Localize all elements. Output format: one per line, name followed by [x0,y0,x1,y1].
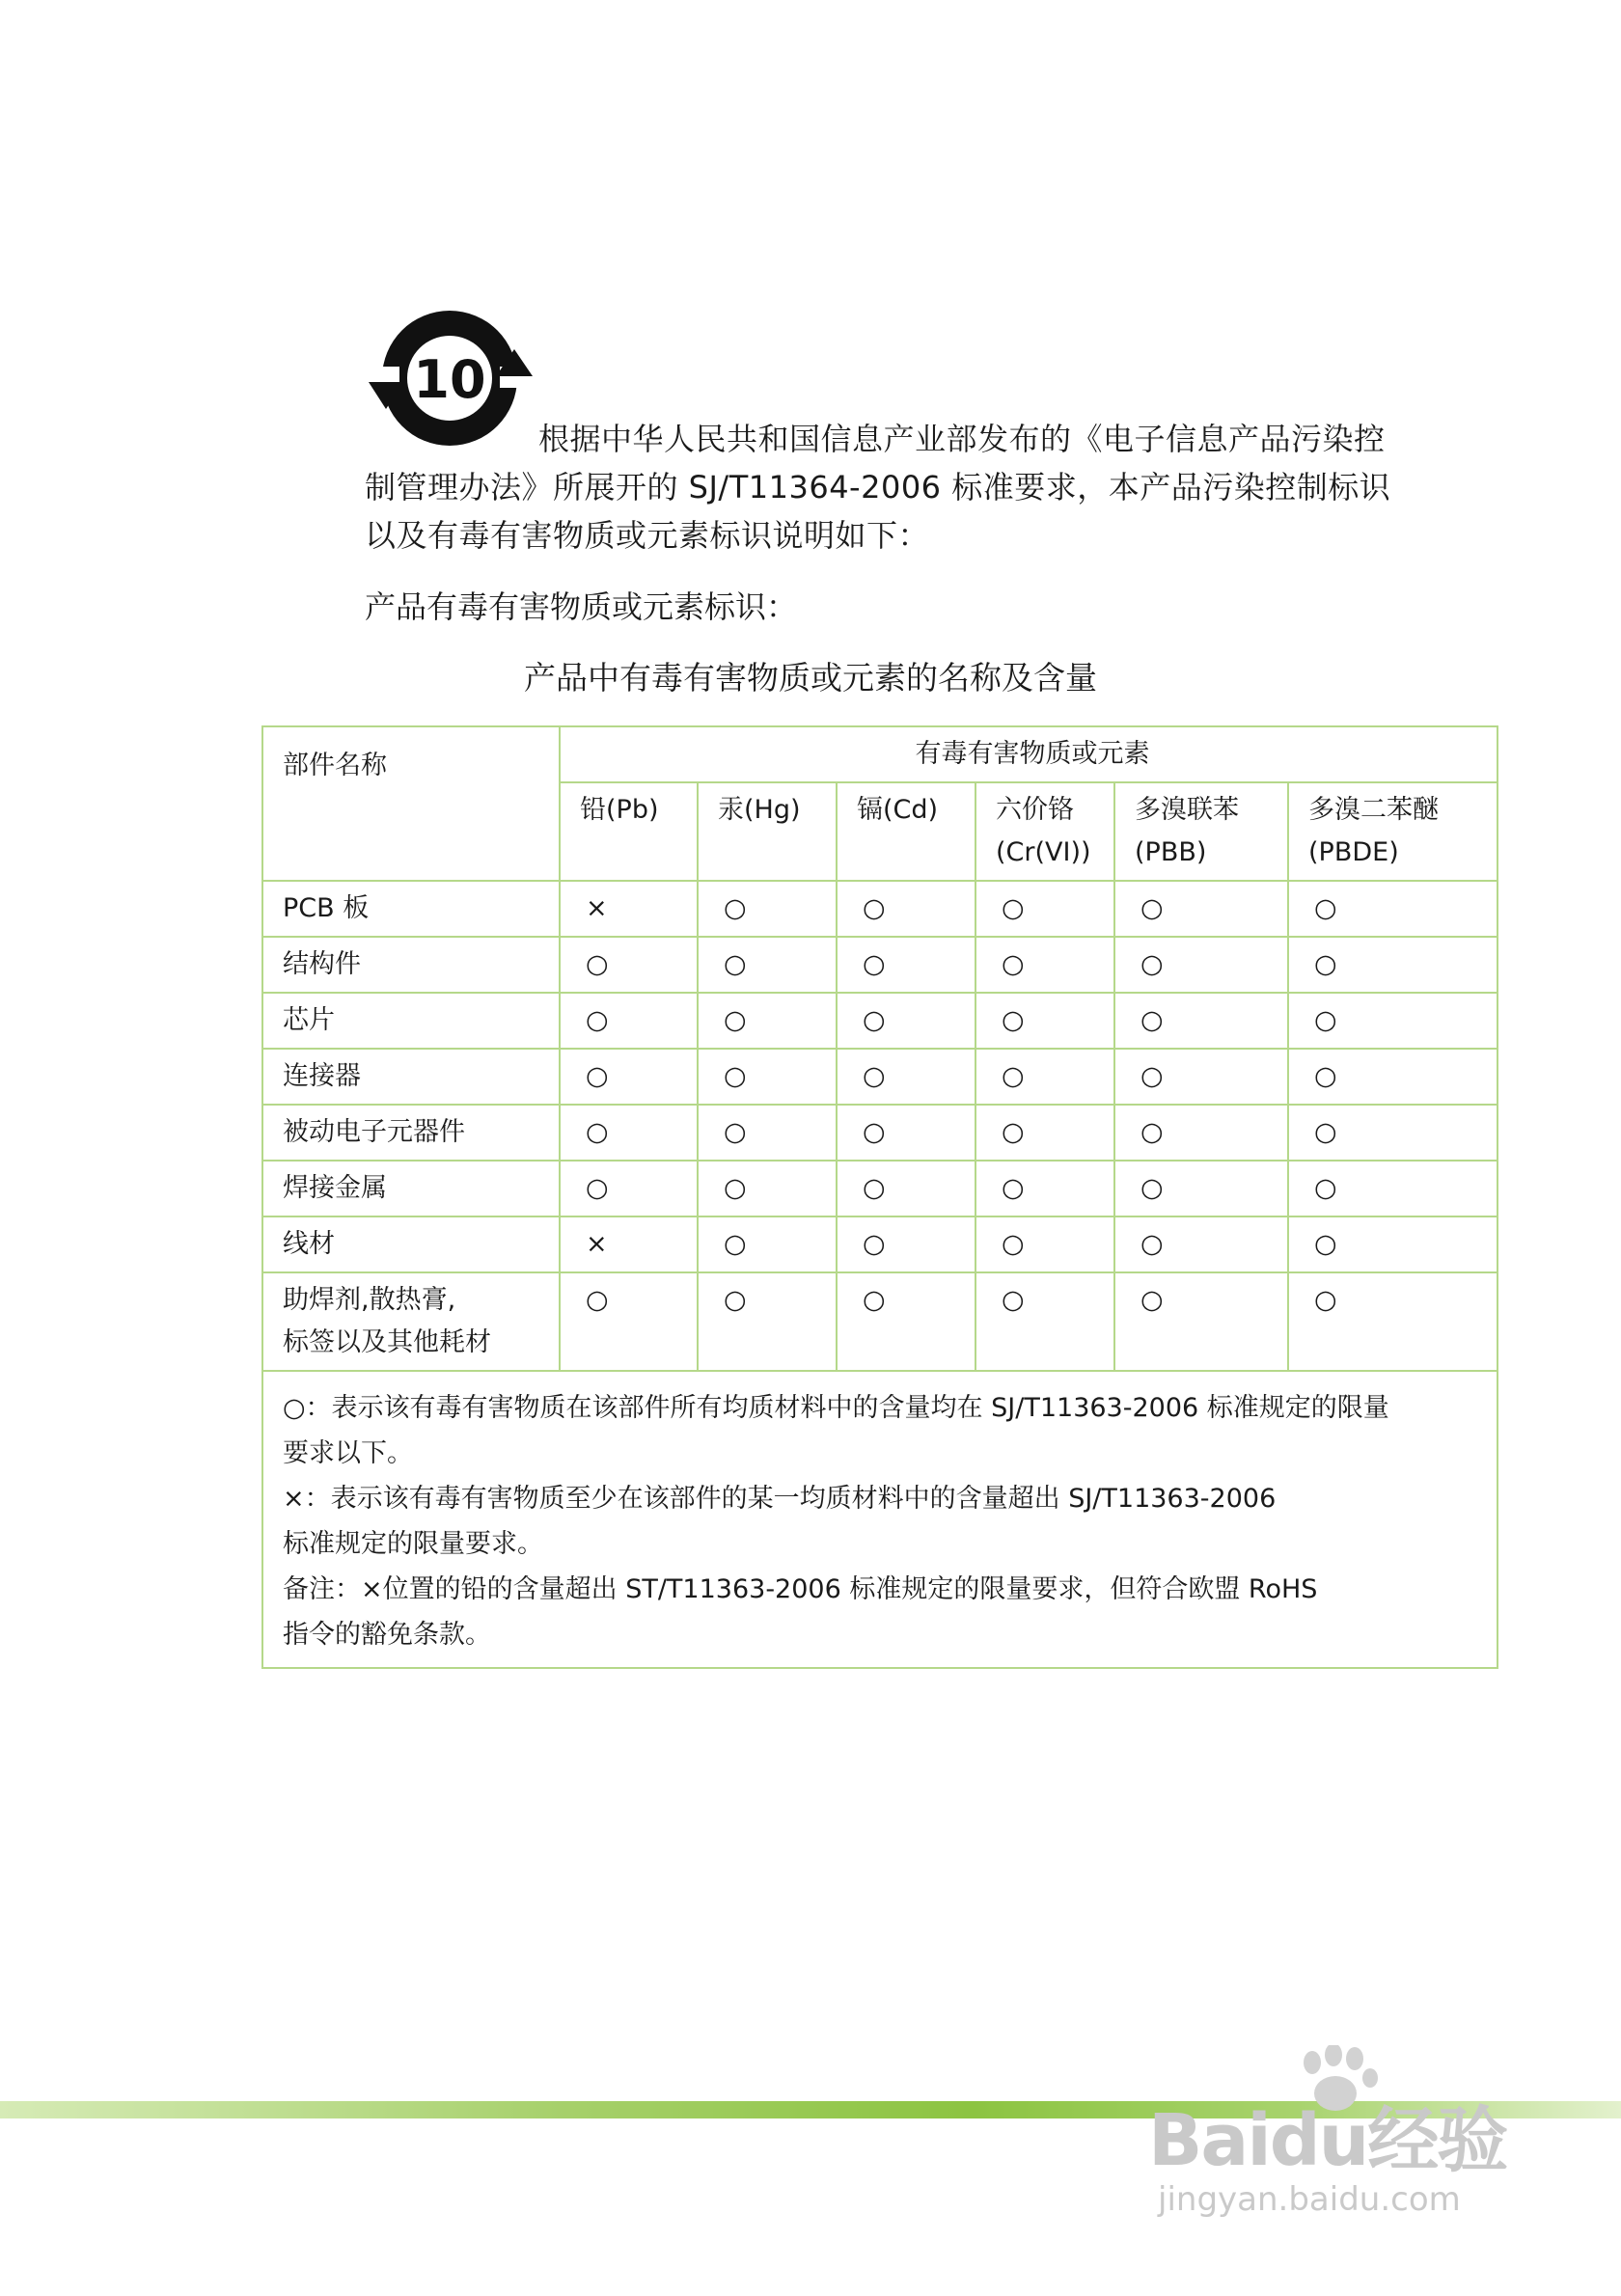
cell-value: ○ [698,937,837,993]
intro-line-3: 以及有毒有害物质或元素标识说明如下： [365,517,930,554]
cell-value: ○ [698,1105,837,1161]
cell-value: ○ [975,881,1114,937]
cell-value: ○ [1114,1049,1288,1105]
table-row [262,1049,1497,1105]
cell-value: ○ [837,1161,975,1216]
cell-value: ○ [1288,1272,1497,1371]
cell-value: ○ [837,937,975,993]
cell-value: ○ [1114,1216,1288,1272]
cell-value: ○ [1288,993,1497,1049]
cell-value: ○ [837,1216,975,1272]
cell-value: ○ [560,993,698,1049]
cell-value: ○ [837,1105,975,1161]
row-part-name: 被动电子元器件 [262,1105,560,1161]
cell-value: ○ [1114,993,1288,1049]
cell-value: ○ [1288,1161,1497,1216]
cell-value: ○ [975,1216,1114,1272]
watermark-brand: Baidu经验 [1148,2099,1507,2182]
watermark-url: jingyan.baidu.com [1158,2180,1461,2219]
cell-value: ○ [1114,937,1288,993]
cell-value: ○ [975,1161,1114,1216]
cell-value: × [560,1216,698,1272]
cell-value: ○ [975,937,1114,993]
table-row [262,1105,1497,1161]
table-row [262,1161,1497,1216]
header-element: 六价铬 (Cr(VI)) [975,782,1114,881]
row-part-name: 焊接金属 [262,1161,560,1216]
cell-value: ○ [560,1049,698,1105]
intro-line-1: 根据中华人民共和国信息产业部发布的《电子信息产品污染控 [538,421,1386,457]
cell-value: ○ [1288,881,1497,937]
row-part-name: 助焊剂,散热膏, 标签以及其他耗材 [262,1272,560,1371]
cell-value: ○ [975,1105,1114,1161]
cell-value: ○ [1288,1049,1497,1105]
row-part-name: 结构件 [262,937,560,993]
cell-value: ○ [1114,1272,1288,1371]
cell-value: ○ [1114,881,1288,937]
header-element: 多溴联苯 (PBB) [1114,782,1288,881]
cell-value: ○ [698,1161,837,1216]
logo-number: 10 [413,349,486,410]
cell-value: ○ [975,1049,1114,1105]
cell-value: ○ [698,1272,837,1371]
cell-value: ○ [1114,1161,1288,1216]
note-line: 要求以下。 [283,1438,413,1468]
cell-value: ○ [698,881,837,937]
table-header-row [262,726,1497,782]
cell-value: ○ [1114,1105,1288,1161]
note-line: ○：表示该有毒有害物质在该部件所有均质材料中的含量均在 SJ/T11363-2006 标准规定的限量 [283,1393,1389,1423]
cell-value: ○ [837,1049,975,1105]
table-row [262,1216,1497,1272]
cell-value: ○ [975,1272,1114,1371]
cell-value: ○ [560,937,698,993]
cell-value: ○ [560,1161,698,1216]
table-row [262,993,1497,1049]
cell-value: ○ [975,993,1114,1049]
note-line: 备注：×位置的铅的含量超出 ST/T11363-2006 标准规定的限量要求，但符合欧盟 RoHS [283,1574,1318,1604]
header-element: 多溴二苯醚 (PBDE) [1288,782,1497,881]
table-title: 产品中有毒有害物质或元素的名称及含量 [524,659,1097,697]
note-line: 标准规定的限量要求。 [283,1529,543,1559]
row-part-name: 线材 [262,1216,560,1272]
row-part-name: PCB 板 [262,881,560,937]
cell-value: × [560,881,698,937]
baidu-jingyan-watermark [1148,2045,1534,2238]
header-element: 铅(Pb) [560,782,698,881]
cell-value: ○ [1288,937,1497,993]
marking-subtitle: 产品有毒有害物质或元素标识： [365,588,798,625]
cell-value: ○ [1288,1216,1497,1272]
intro-paragraph [365,415,1416,560]
header-element: 汞(Hg) [698,782,837,881]
header-substances-group: 有毒有害物质或元素 [560,726,1497,782]
intro-line-2: 制管理办法》所展开的 SJ/T11364-2006 标准要求，本产品污染控制标识 [365,469,1391,506]
cell-value: ○ [560,1272,698,1371]
row-part-name: 连接器 [262,1049,560,1105]
cell-value: ○ [837,993,975,1049]
table-notes [262,1371,1497,1668]
cell-value: ○ [698,1216,837,1272]
cell-value: ○ [837,1272,975,1371]
hazardous-substances-table [261,725,1498,1669]
cell-value: ○ [698,993,837,1049]
note-line: ×：表示该有毒有害物质至少在该部件的某一均质材料中的含量超出 SJ/T11363-2006 [283,1484,1277,1514]
cell-value: ○ [560,1105,698,1161]
header-element: 镉(Cd) [837,782,975,881]
table-notes-row [262,1371,1497,1668]
cell-value: ○ [837,881,975,937]
header-part-name: 部件名称 [262,726,560,881]
table-row [262,881,1497,937]
table-row [262,937,1497,993]
cell-value: ○ [1288,1105,1497,1161]
note-line: 指令的豁免条款。 [283,1620,491,1650]
row-part-name: 芯片 [262,993,560,1049]
table-row [262,1272,1497,1371]
cell-value: ○ [698,1049,837,1105]
